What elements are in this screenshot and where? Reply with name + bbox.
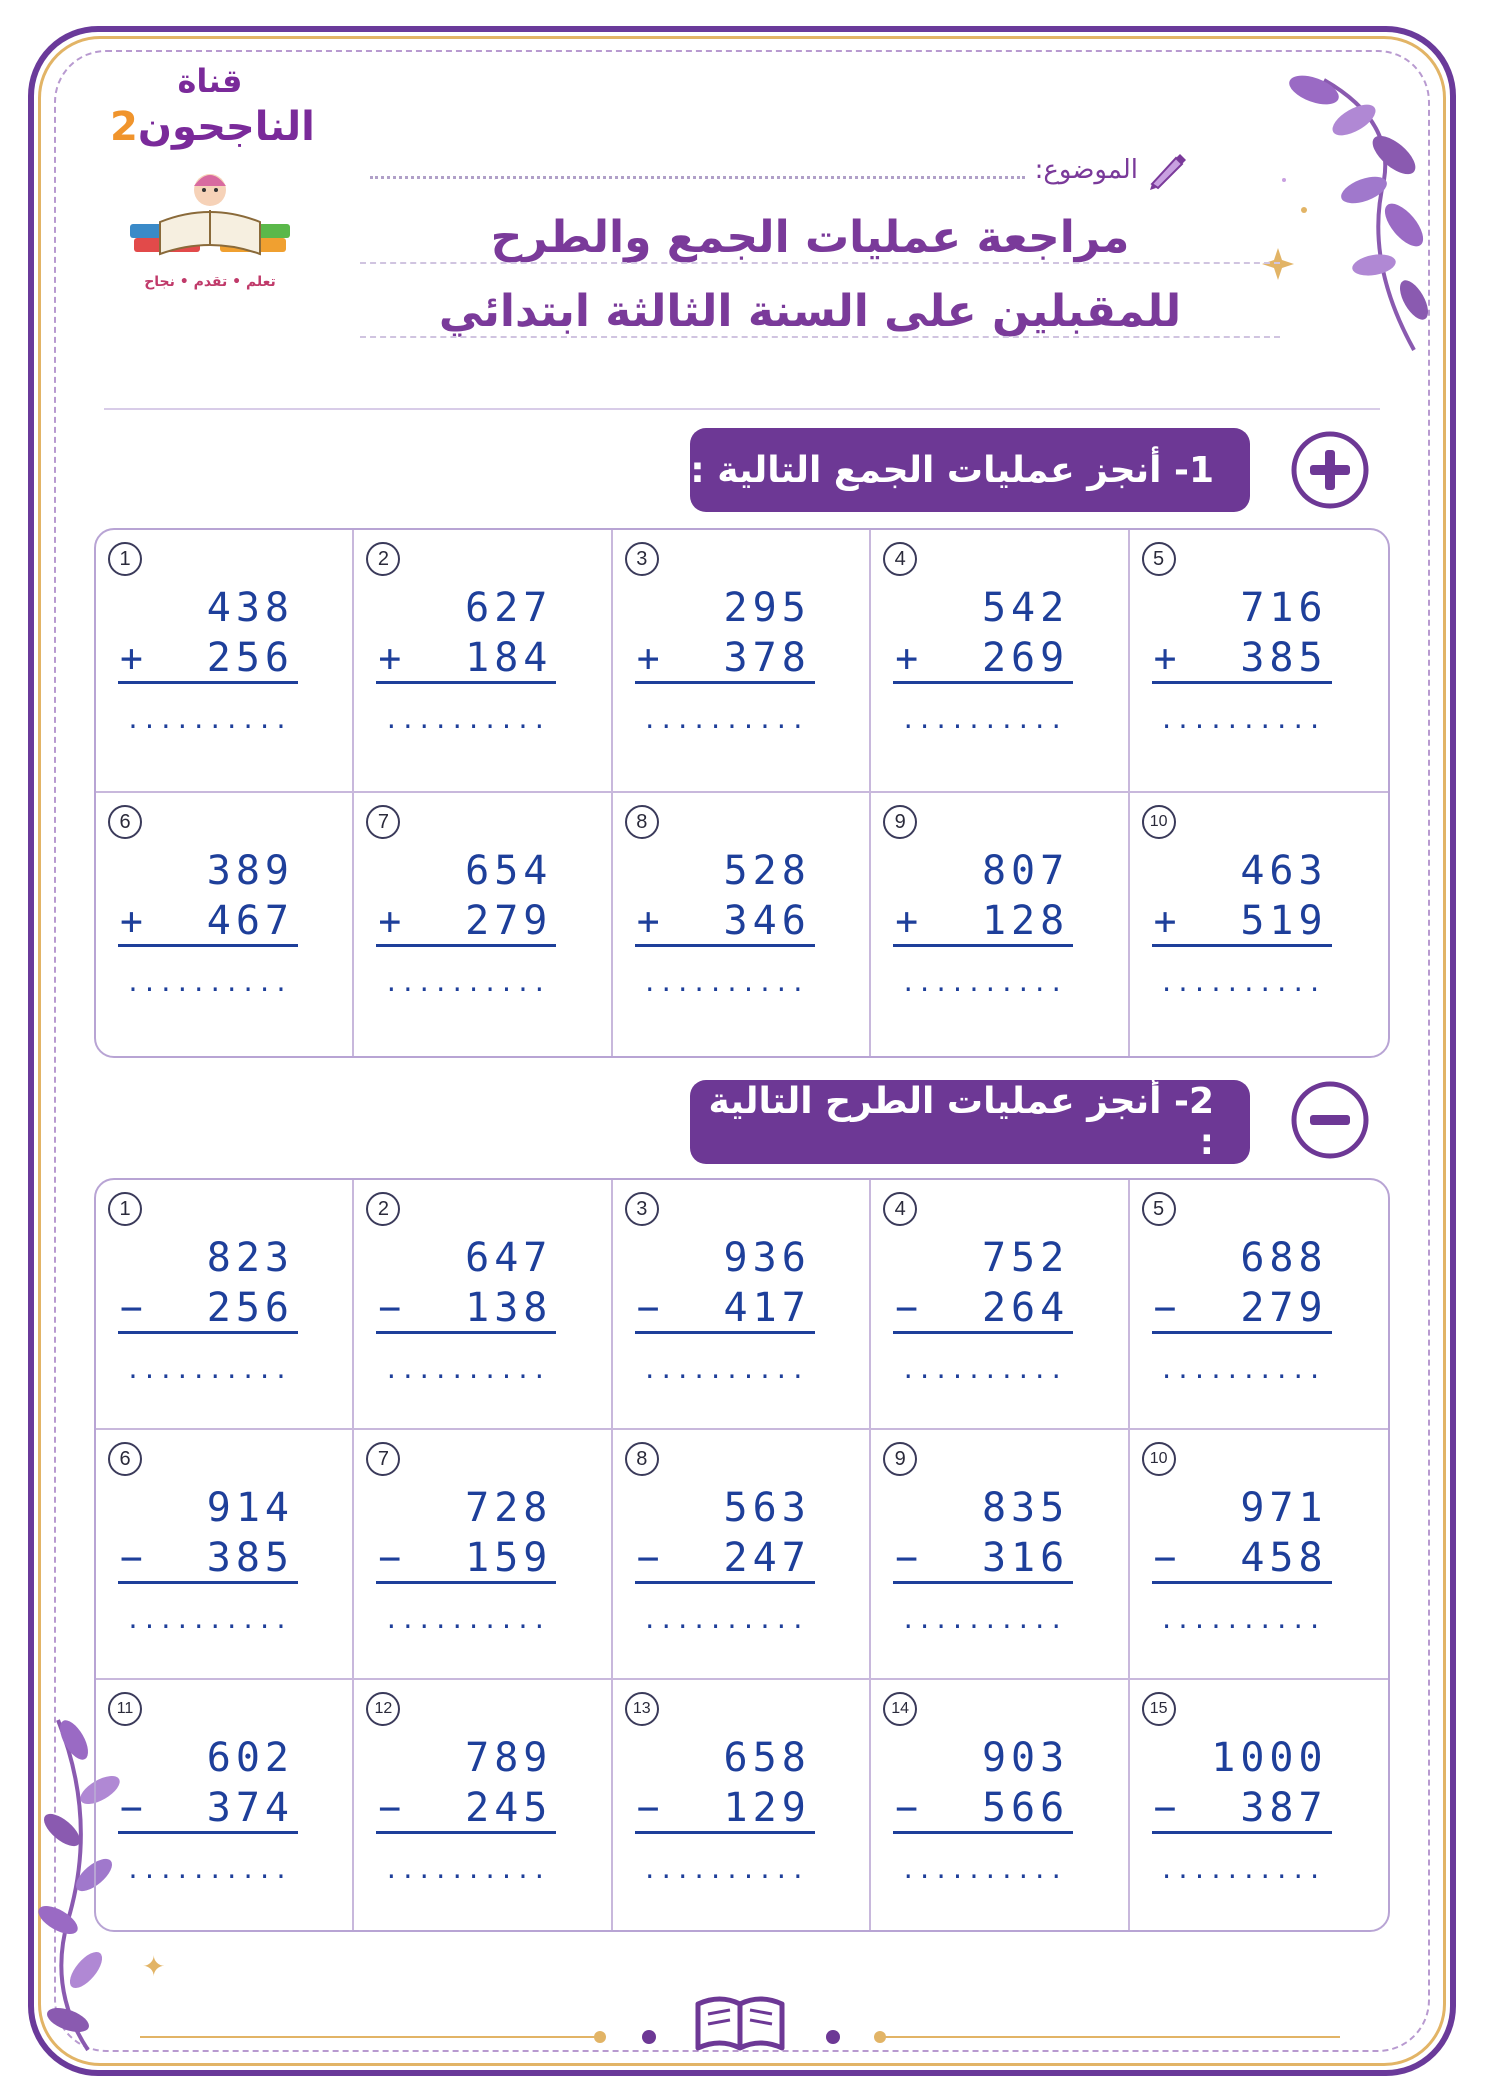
problem-cell (96, 1430, 354, 1680)
second-operand: 184 (465, 634, 553, 681)
second-operand-row (1152, 634, 1332, 684)
logo-name (110, 104, 315, 150)
problem-number-badge: 10 (1142, 805, 1176, 839)
first-operand: 823 (206, 1235, 294, 1281)
problem-number-badge: 12 (366, 1692, 400, 1726)
first-operand: 1000 (1211, 1735, 1328, 1781)
vertical-problem (893, 1482, 1073, 1634)
answer-blank[interactable]: .......... (642, 706, 808, 734)
operator-sign: − (895, 1535, 919, 1580)
vertical-problem (376, 1732, 556, 1884)
operator-sign: − (895, 1285, 919, 1330)
problem-number-badge: 9 (883, 805, 917, 839)
second-operand-row (118, 1534, 298, 1584)
subject-label: الموضوع: (1034, 155, 1138, 185)
operator-sign: + (378, 635, 402, 680)
second-operand-row (893, 1784, 1073, 1834)
answer-blank[interactable]: .......... (125, 706, 291, 734)
footer-dot (594, 2031, 606, 2043)
problem-cell (354, 530, 612, 793)
problem-cell (1130, 1680, 1388, 1930)
second-operand: 316 (981, 1534, 1070, 1581)
operator-sign: + (636, 635, 660, 680)
second-operand: 387 (1240, 1784, 1328, 1831)
problem-number-badge: 9 (883, 1442, 917, 1476)
second-operand-row (1152, 1284, 1332, 1334)
operator-sign: − (120, 1535, 143, 1580)
second-operand-row (118, 897, 298, 947)
second-operand: 378 (723, 634, 811, 681)
problem-number-badge: 10 (1142, 1442, 1176, 1476)
first-operand: 295 (723, 585, 811, 631)
second-operand-row (376, 1534, 556, 1584)
vertical-problem (893, 582, 1073, 734)
operator-sign: − (1153, 1535, 1177, 1580)
vertical-problem (376, 1482, 556, 1634)
answer-blank[interactable]: .......... (1159, 1856, 1324, 1884)
plus-circle-icon (1290, 430, 1370, 510)
pen-icon (1146, 150, 1190, 190)
answer-blank[interactable]: .......... (1159, 969, 1324, 997)
operator-sign: − (378, 1535, 402, 1580)
second-operand: 264 (981, 1284, 1070, 1331)
second-operand: 245 (465, 1784, 553, 1831)
second-operand-row (1152, 1534, 1332, 1584)
vertical-problem (635, 1482, 815, 1634)
problem-cell (354, 1680, 612, 1930)
second-operand-row (376, 634, 556, 684)
problem-cell (613, 1430, 871, 1680)
operator-sign: + (378, 898, 402, 943)
divider (104, 408, 1380, 410)
worksheet-subtitle: للمقبلين على السنة الثالثة ابتدائي (438, 286, 1182, 337)
second-operand: 279 (465, 897, 553, 944)
answer-blank[interactable]: .......... (900, 1356, 1066, 1384)
open-book-icon (690, 1990, 790, 2054)
second-operand-row (893, 1534, 1073, 1584)
vertical-problem (118, 1482, 298, 1634)
operator-sign: − (636, 1535, 660, 1580)
answer-blank[interactable]: .......... (900, 706, 1066, 734)
problem-number-badge: 4 (883, 1192, 917, 1226)
problem-cell (1130, 530, 1388, 793)
vertical-problem (118, 1732, 298, 1884)
operator-sign: + (1153, 635, 1177, 680)
second-operand: 458 (1240, 1534, 1328, 1581)
answer-blank[interactable]: .......... (900, 1856, 1066, 1884)
answer-blank[interactable]: .......... (125, 1856, 291, 1884)
problem-number-badge: 7 (366, 1442, 400, 1476)
answer-blank[interactable]: .......... (384, 706, 549, 734)
minus-circle-icon (1290, 1080, 1370, 1160)
first-operand: 563 (723, 1485, 811, 1531)
answer-blank[interactable]: .......... (1159, 1606, 1324, 1634)
problem-cell (1130, 1180, 1388, 1430)
problem-number-badge: 8 (625, 805, 659, 839)
vertical-problem (1152, 1482, 1332, 1634)
problem-number-badge: 6 (108, 1442, 142, 1476)
answer-blank[interactable]: .......... (900, 969, 1066, 997)
second-operand-row (376, 897, 556, 947)
first-operand: 528 (723, 848, 811, 894)
problem-cell (871, 1180, 1129, 1430)
vertical-problem (635, 1732, 815, 1884)
problem-cell (96, 1180, 354, 1430)
problem-cell (354, 793, 612, 1056)
second-operand-row (893, 634, 1073, 684)
first-operand: 647 (465, 1235, 553, 1281)
problem-number-badge: 1 (108, 542, 142, 576)
operator-sign: + (636, 898, 660, 943)
vertical-problem (893, 1732, 1073, 1884)
answer-blank[interactable]: .......... (642, 1356, 808, 1384)
answer-blank[interactable]: .......... (642, 969, 808, 997)
operator-sign: + (895, 635, 919, 680)
operator-sign: − (636, 1785, 660, 1830)
operator-sign: − (1153, 1285, 1177, 1330)
second-operand: 566 (981, 1784, 1070, 1831)
problem-number-badge: 2 (366, 1192, 400, 1226)
sparkle-icon: ✦ (142, 1950, 166, 1983)
problem-cell (354, 1180, 612, 1430)
answer-blank[interactable]: .......... (384, 1356, 549, 1384)
subtraction-grid (94, 1178, 1390, 1932)
answer-blank[interactable]: .......... (384, 969, 549, 997)
problem-cell (613, 530, 871, 793)
second-operand: 519 (1240, 897, 1328, 944)
vertical-problem (1152, 1232, 1332, 1384)
leaf-branch-icon (1244, 60, 1444, 360)
problem-cell (613, 1180, 871, 1430)
subject-input-line[interactable] (370, 161, 1025, 179)
problem-cell (613, 793, 871, 1056)
second-operand: 417 (723, 1284, 811, 1331)
vertical-problem (635, 845, 815, 997)
vertical-problem (118, 845, 298, 997)
problem-number-badge: 3 (625, 1192, 659, 1226)
answer-blank[interactable]: .......... (1159, 706, 1324, 734)
problem-cell (96, 1680, 354, 1930)
books-icon (120, 162, 300, 272)
logo-tagline: تعلم • تقدم • نجاح (144, 274, 276, 290)
second-operand-row (1152, 1784, 1332, 1834)
vertical-problem (118, 1232, 298, 1384)
answer-blank[interactable]: .......... (125, 969, 291, 997)
second-operand: 374 (206, 1784, 294, 1831)
second-operand: 128 (981, 897, 1070, 944)
problem-number-badge: 14 (883, 1692, 917, 1726)
logo-number: 2 (110, 104, 138, 150)
problem-number-badge: 2 (366, 542, 400, 576)
second-operand: 256 (206, 634, 294, 681)
second-operand: 385 (206, 1534, 294, 1581)
second-operand: 467 (206, 897, 294, 944)
problem-number-badge: 8 (625, 1442, 659, 1476)
second-operand-row (118, 1284, 298, 1334)
footer-ornament (140, 1990, 1340, 2050)
second-operand: 129 (723, 1784, 811, 1831)
subtitle-underline (360, 336, 1280, 338)
first-operand: 463 (1240, 848, 1328, 894)
problem-number-badge: 1 (108, 1192, 142, 1226)
problem-cell (871, 530, 1129, 793)
operator-sign: − (378, 1785, 402, 1830)
problem-number-badge: 5 (1142, 542, 1176, 576)
second-operand-row (118, 634, 298, 684)
vertical-problem (893, 845, 1073, 997)
title-underline (360, 262, 1280, 264)
vertical-problem (118, 582, 298, 734)
first-operand: 627 (465, 585, 553, 631)
problem-cell (613, 1680, 871, 1930)
second-operand-row (635, 1784, 815, 1834)
operator-sign: − (120, 1785, 143, 1830)
footer-dot (826, 2030, 840, 2044)
logo-name-text: الناجحون (137, 104, 315, 150)
first-operand: 971 (1240, 1485, 1328, 1531)
second-operand-row (635, 634, 815, 684)
second-operand: 385 (1240, 634, 1328, 681)
second-operand: 269 (981, 634, 1070, 681)
answer-blank[interactable]: .......... (1159, 1356, 1324, 1384)
worksheet-title: مراجعة عمليات الجمع والطرح (490, 212, 1130, 263)
second-operand: 346 (723, 897, 811, 944)
problem-number-badge: 13 (625, 1692, 659, 1726)
answer-blank[interactable]: .......... (125, 1356, 291, 1384)
operator-sign: − (895, 1785, 919, 1830)
logo-title: قناة (177, 62, 243, 100)
footer-line (880, 2036, 1340, 2038)
first-operand: 602 (206, 1735, 294, 1781)
operator-sign: − (1153, 1785, 1177, 1830)
problem-cell (96, 530, 354, 793)
problem-cell (354, 1430, 612, 1680)
operator-sign: − (636, 1285, 660, 1330)
first-operand: 654 (465, 848, 553, 894)
vertical-problem (1152, 1732, 1332, 1884)
answer-blank[interactable]: .......... (642, 1606, 808, 1634)
first-operand: 542 (981, 585, 1070, 631)
second-operand: 256 (206, 1284, 294, 1331)
second-operand: 138 (465, 1284, 553, 1331)
answer-blank[interactable]: .......... (384, 1606, 549, 1634)
problem-cell (871, 1430, 1129, 1680)
first-operand: 688 (1240, 1235, 1328, 1281)
vertical-problem (635, 582, 815, 734)
problem-cell (96, 793, 354, 1056)
problem-number-badge: 5 (1142, 1192, 1176, 1226)
channel-logo (110, 62, 315, 302)
answer-blank[interactable]: .......... (642, 1856, 808, 1884)
footer-dot (874, 2031, 886, 2043)
first-operand: 914 (206, 1485, 294, 1531)
answer-blank[interactable]: .......... (384, 1856, 549, 1884)
vertical-problem (376, 845, 556, 997)
footer-dot (642, 2030, 656, 2044)
second-operand-row (635, 1534, 815, 1584)
second-operand: 247 (723, 1534, 811, 1581)
vertical-problem (1152, 582, 1332, 734)
first-operand: 389 (206, 848, 294, 894)
first-operand: 728 (465, 1485, 553, 1531)
second-operand-row (893, 897, 1073, 947)
problem-cell (1130, 1430, 1388, 1680)
operator-sign: − (378, 1285, 402, 1330)
subject-row (370, 150, 1190, 190)
first-operand: 438 (206, 585, 294, 631)
second-operand-row (635, 897, 815, 947)
answer-blank[interactable]: .......... (125, 1606, 291, 1634)
vertical-problem (376, 1232, 556, 1384)
operator-sign: + (120, 898, 143, 943)
addition-grid (94, 528, 1390, 1058)
operator-sign: + (120, 635, 143, 680)
first-operand: 716 (1240, 585, 1328, 631)
operator-sign: + (895, 898, 919, 943)
first-operand: 903 (981, 1735, 1070, 1781)
second-operand-row (118, 1784, 298, 1834)
problem-number-badge: 11 (108, 1692, 142, 1726)
problem-cell (871, 793, 1129, 1056)
problem-number-badge: 4 (883, 542, 917, 576)
problem-number-badge: 7 (366, 805, 400, 839)
problem-number-badge: 3 (625, 542, 659, 576)
first-operand: 807 (981, 848, 1070, 894)
first-operand: 658 (723, 1735, 811, 1781)
vertical-problem (1152, 845, 1332, 997)
second-operand-row (893, 1284, 1073, 1334)
second-operand-row (376, 1284, 556, 1334)
footer-line (140, 2036, 600, 2038)
first-operand: 835 (981, 1485, 1070, 1531)
second-operand-row (1152, 897, 1332, 947)
second-operand: 279 (1240, 1284, 1328, 1331)
problem-number-badge: 15 (1142, 1692, 1176, 1726)
subtraction-section-banner: 2- أنجز عمليات الطرح التالية : (690, 1080, 1250, 1164)
operator-sign: + (1153, 898, 1177, 943)
vertical-problem (376, 582, 556, 734)
operator-sign: − (120, 1285, 143, 1330)
first-operand: 752 (981, 1235, 1070, 1281)
first-operand: 936 (723, 1235, 811, 1281)
problem-cell (1130, 793, 1388, 1056)
vertical-problem (893, 1232, 1073, 1384)
second-operand-row (376, 1784, 556, 1834)
second-operand-row (635, 1284, 815, 1334)
second-operand: 159 (465, 1534, 553, 1581)
first-operand: 789 (465, 1735, 553, 1781)
vertical-problem (635, 1232, 815, 1384)
addition-section-banner: 1- أنجز عمليات الجمع التالية : (690, 428, 1250, 512)
answer-blank[interactable]: .......... (900, 1606, 1066, 1634)
problem-cell (871, 1680, 1129, 1930)
problem-number-badge: 6 (108, 805, 142, 839)
